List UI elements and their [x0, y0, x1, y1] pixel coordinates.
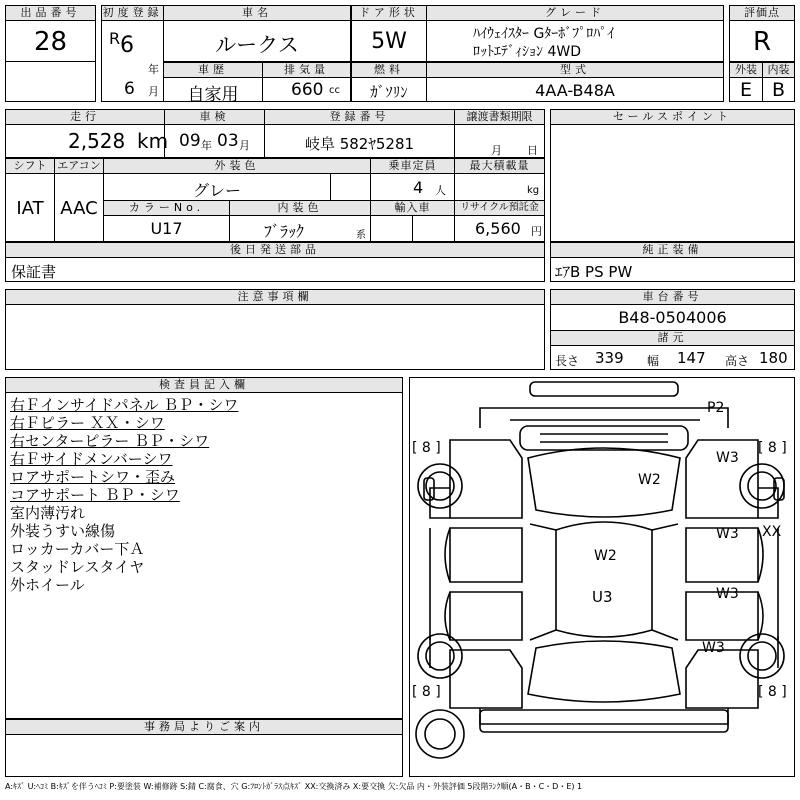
parts-cell [5, 257, 545, 282]
spec-cell [550, 345, 795, 370]
load-label: 最大積載量 [454, 158, 545, 174]
model-label: 型式 [426, 62, 724, 78]
capacity: 4 [413, 178, 424, 197]
displacement-cell [262, 77, 351, 102]
insp-month-unit: 月 [239, 139, 250, 152]
car-outline-icon [410, 378, 794, 776]
model-cell [426, 77, 724, 102]
plate-label: 登録番号 [264, 109, 455, 125]
transfer-day: 日 [527, 144, 538, 157]
sales-point-box [550, 124, 795, 242]
height: 180 [759, 349, 788, 367]
insp-year-unit: 年 [201, 139, 212, 152]
damage-mark: W2 [594, 548, 617, 564]
fuel-label: 燃料 [351, 62, 427, 78]
insp-month: 03 [217, 131, 239, 151]
interior-color: ﾌﾞﾗｯｸ [264, 222, 305, 241]
car-name-cell [163, 20, 351, 62]
damage-mark: P2 [707, 400, 725, 416]
capacity-cell [370, 173, 455, 201]
grade-label: グレード [426, 5, 724, 21]
mileage-label: 走行 [5, 109, 165, 125]
interior-cell [229, 215, 371, 242]
int-score-cell [762, 77, 795, 102]
ac-cell [54, 173, 104, 242]
inspector-label: 検査員記入欄 [5, 377, 403, 393]
office-box [5, 734, 403, 777]
chassis-label: 車台番号 [550, 289, 795, 305]
office-label: 事務局よりご案内 [5, 719, 403, 735]
shift-cell [5, 173, 55, 242]
inspector-line: 外ホイール [10, 576, 85, 594]
sales-point-label: セールスポイント [550, 109, 795, 125]
ext-score-cell [729, 77, 763, 102]
plate-number: 岐阜 582ﾔ5281 [304, 135, 415, 153]
plate-cell [264, 124, 455, 158]
capacity-unit: 人 [435, 184, 446, 197]
length-label: 長さ [555, 354, 580, 368]
year-unit: 年 [148, 63, 159, 76]
inspector-line: 右Ｆインサイドパネル ＢＰ・シワ [10, 396, 239, 414]
int-score: B [771, 79, 786, 101]
era: R [109, 29, 121, 48]
door-type: 5W [371, 29, 407, 54]
reg-year: 6 [120, 33, 134, 58]
shift: IAT [16, 198, 44, 219]
recycle-cell [454, 215, 545, 242]
parts-label: 後日発送部品 [5, 242, 545, 258]
grade-line-2: ﾛｯﾄｴﾃﾞｨｼｮﾝ 4WD [473, 44, 581, 60]
inspector-line: ロアサポートシワ・歪み [10, 468, 176, 486]
int-label: 内装 [762, 62, 795, 78]
tire-tread-mark: [ 8 ] [412, 440, 441, 456]
first-reg-cell [101, 20, 164, 102]
equipment: ｴｱB PS PW [555, 263, 633, 281]
inspector-line: コアサポート ＢＰ・シワ [10, 486, 180, 504]
lot-blank [5, 61, 96, 102]
color: グレー [192, 181, 241, 200]
recycle-label: リサイクル預託金 [454, 200, 545, 216]
month-unit: 月 [148, 85, 159, 98]
transfer-month: 月 [491, 144, 502, 157]
damage-mark: W3 [702, 640, 725, 656]
tire-tread-mark: [ 8 ] [758, 684, 787, 700]
inspector-line: 室内薄汚れ [10, 504, 86, 522]
car-name-label: 車名 [163, 5, 351, 21]
import-cell-1 [370, 215, 413, 242]
score-cell [729, 20, 795, 62]
mileage-unit: km [137, 129, 169, 153]
color-no: U17 [150, 219, 183, 238]
inspector-line: 右センターピラー ＢＰ・シワ [10, 432, 210, 450]
history-label: 車歴 [163, 62, 263, 78]
displacement-label: 排気量 [262, 62, 351, 78]
transfer-cell [454, 124, 545, 158]
legend: A:ｷｽﾞ U:ﾍｺﾐ B:ｷｽﾞを伴うﾍｺﾐ P:要塗装 W:補修跡 S:錆 C:腐食、穴 G:ﾌﾛﾝﾄｶﾞﾗｽ点ｷｽﾞ XX:交換済み X:要交換 欠:欠品 内・外装評価 5段階ﾗﾝｸ順(A・B・C・D・E) 1 [5, 782, 583, 791]
color-no-label: カラーNo. [103, 200, 230, 216]
spec-label: 諸元 [550, 330, 795, 346]
lot-number-label: 出品番号 [5, 5, 96, 21]
width: 147 [677, 349, 706, 367]
damage-mark: XX [762, 524, 782, 540]
lot-number: 28 [33, 27, 68, 57]
equipment-cell [550, 257, 795, 282]
transfer-label: 譲渡書類期限 [454, 109, 545, 125]
displacement: 660 [291, 80, 324, 100]
caution-label: 注意事項欄 [5, 289, 545, 305]
reg-month: 6 [124, 79, 135, 99]
import-cell-2 [412, 215, 455, 242]
insp-year: 09 [179, 131, 201, 151]
color-extra-cell [330, 173, 371, 201]
color-no-cell [103, 215, 230, 242]
parts: 保証書 [11, 263, 57, 281]
ac-label: エアコン [54, 158, 104, 174]
damage-mark: U3 [592, 588, 613, 606]
score-label: 評価点 [729, 5, 795, 21]
mileage: 2,528 [68, 129, 126, 153]
score: R [752, 27, 772, 57]
chassis-number: B48-0504006 [618, 308, 727, 327]
car-name: ルークス [215, 33, 299, 57]
door-label: ドア形状 [351, 5, 427, 21]
recycle-amount: 6,560 [475, 219, 521, 238]
caution-box [5, 304, 545, 370]
ac: AAC [60, 198, 98, 219]
fuel: ｶﾞｿﾘﾝ [370, 83, 408, 101]
length: 339 [595, 349, 624, 367]
grade-line-1: ﾊｲｳｪｲｽﾀｰ Gﾀｰﾎﾞﾌﾟﾛﾊﾟｲ [473, 26, 615, 42]
inspection-label: 車検 [164, 109, 265, 125]
door-cell [351, 20, 427, 62]
ext-label: 外装 [729, 62, 763, 78]
load-unit: kg [527, 185, 540, 196]
inspection-cell [164, 124, 265, 158]
car-diagram [409, 377, 795, 777]
displacement-unit: cc [329, 85, 340, 96]
inspector-line: ロッカーカバー下Ａ [10, 540, 145, 558]
fuel-cell [351, 77, 427, 102]
load-cell [454, 173, 545, 201]
chassis-cell [550, 304, 795, 331]
interior-label: 内装色 [229, 200, 371, 216]
damage-mark: W3 [716, 526, 739, 542]
first-reg-label: 初度登録 [102, 6, 163, 19]
equipment-label: 純正装備 [550, 242, 795, 258]
interior-unit: 系 [356, 230, 366, 241]
damage-mark: W3 [716, 450, 739, 466]
tire-tread-mark: [ 8 ] [758, 440, 787, 456]
damage-mark: W3 [716, 586, 739, 602]
model-code: 4AA-B48A [535, 81, 615, 100]
history-cell [163, 77, 263, 105]
inspector-line: 右Ｆピラー ＸＸ・シワ [10, 414, 165, 432]
mileage-cell [5, 124, 169, 158]
inspector-box [5, 392, 403, 719]
height-label: 高さ [725, 354, 750, 368]
damage-mark: W2 [638, 472, 661, 488]
inspector-line: 外装うすい線傷 [10, 522, 116, 540]
color-label: 外装色 [103, 158, 371, 174]
recycle-unit: 円 [531, 225, 542, 238]
tire-tread-mark: [ 8 ] [412, 684, 441, 700]
grade-cell [426, 20, 724, 62]
shift-label: シフト [5, 158, 55, 174]
inspector-line: 右Ｆサイドメンバーシワ [10, 450, 173, 468]
inspector-line: スタッドレスタイヤ [10, 558, 145, 576]
import-label: 輸入車 [370, 200, 455, 216]
color-cell [103, 173, 331, 201]
width-label: 幅 [647, 354, 660, 368]
capacity-label: 乗車定員 [370, 158, 455, 174]
lot-number-cell [5, 20, 96, 62]
history: 自家用 [187, 85, 239, 105]
ext-score: E [739, 79, 752, 101]
